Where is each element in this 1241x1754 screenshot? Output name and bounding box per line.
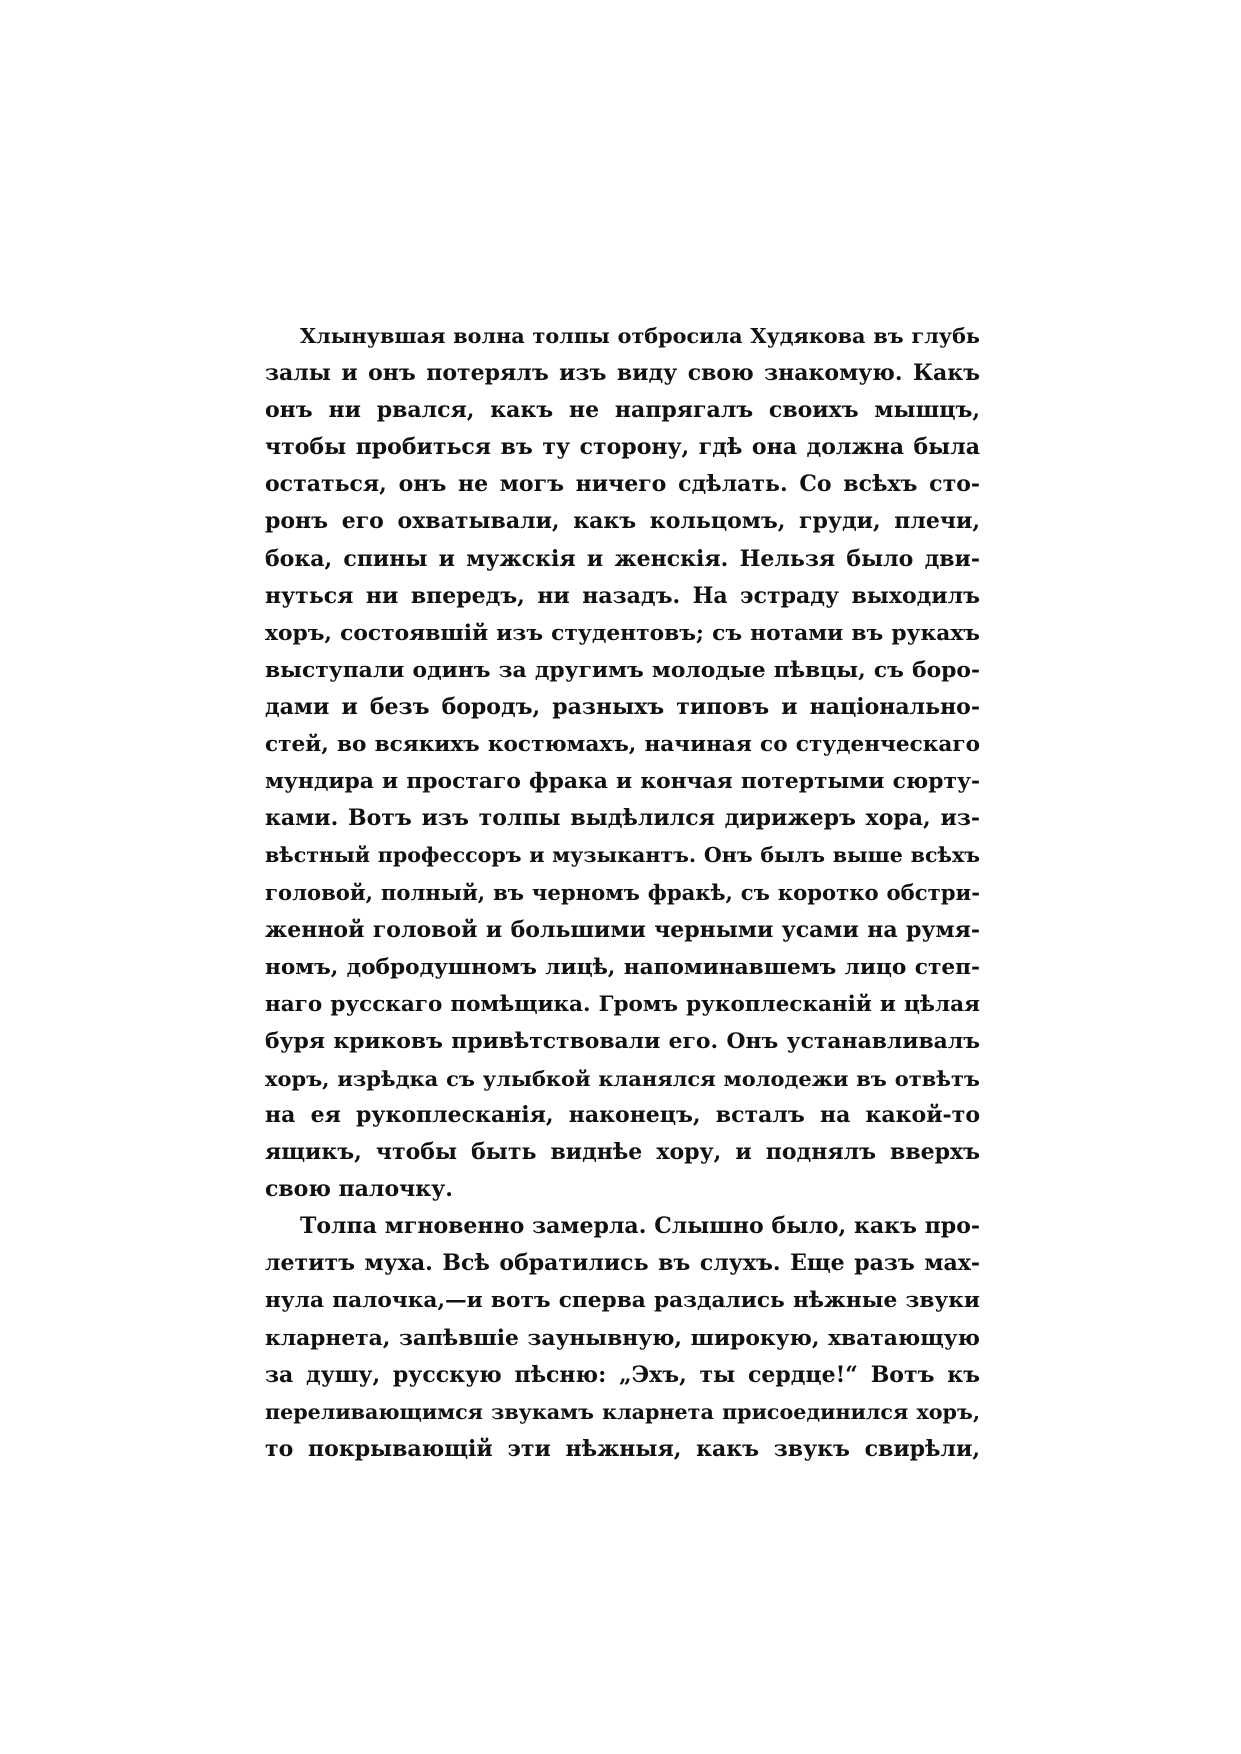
- text-line: за душу, русскую пѣсню: „Эхъ, ты сердце!“ Вотъ къ: [265, 1361, 980, 1388]
- text-line: нуться ни впередъ, ни назадъ. На эстраду выходилъ: [265, 582, 980, 609]
- text-line: Толпа мгновенно замерла. Слышно было, какъ про-: [300, 1213, 980, 1240]
- text-line: бока, спины и мужскія и женскія. Нельзя было дви-: [265, 545, 980, 572]
- text-line: выступали одинъ за другимъ молодые пѣвцы, съ боро-: [265, 657, 980, 683]
- text-line: мундира и простаго фрака и кончая потертыми сюрту-: [265, 769, 980, 795]
- page-text: [265, 318, 980, 1468]
- text-line: летитъ муха. Всѣ обратились въ слухъ. Еще разъ мах-: [265, 1250, 980, 1277]
- text-line: ками. Вотъ изъ толпы выдѣлился дирижеръ хора, из-: [265, 805, 980, 832]
- text-line: вѣстный профессоръ и музыкантъ. Онъ былъ выше всѣхъ: [265, 843, 980, 868]
- text-line: дами и безъ бородъ, разныхъ типовъ и національно-: [265, 693, 980, 720]
- text-line: онъ ни рвался, какъ не напрягалъ своихъ мышцъ,: [265, 397, 980, 424]
- text-line: женной головой и большими черными усами на румя-: [265, 916, 980, 943]
- text-line: нула палочка,—и вотъ сперва раздались нѣжные звуки: [265, 1288, 980, 1314]
- text-line: остаться, онъ не могъ ничего сдѣлать. Со всѣхъ сто-: [265, 471, 980, 498]
- text-line: буря криковъ привѣтствовали его. Онъ устанавливалъ: [265, 1027, 980, 1054]
- text-line: ящикъ, чтобы быть виднѣе хору, и поднялъ вверхъ: [265, 1139, 980, 1166]
- text-line: стей, во всякихъ костюмахъ, начиная со студенческаго: [265, 732, 980, 758]
- text-line: чтобы пробиться въ ту сторону, гдѣ она должна была: [265, 434, 980, 461]
- text-line: то покрывающій эти нѣжныя, какъ звукъ свирѣли,: [265, 1435, 980, 1462]
- text-line: кларнета, запѣвшіе заунывную, широкую, хватающую: [265, 1325, 980, 1351]
- paragraph-2: [265, 1208, 980, 1468]
- text-line: свою палочку.: [265, 1176, 453, 1203]
- text-line: головой, полный, въ черномъ фракѣ, съ коротко обстри-: [265, 880, 980, 906]
- text-line: номъ, добродушномъ лицѣ, напоминавшемъ лицо степ-: [265, 954, 980, 980]
- paragraph-1: [265, 318, 980, 1208]
- text-line: наго русскаго помѣщика. Громъ рукоплесканій и цѣлая: [265, 991, 980, 1017]
- text-line: Хлынувшая волна толпы отбросила Худякова въ глубь: [300, 324, 980, 348]
- text-line: переливающимся звукамъ кларнета присоединился хоръ,: [265, 1399, 980, 1424]
- text-line: хоръ, состоявшій изъ студентовъ; съ нотами въ рукахъ: [265, 620, 980, 646]
- text-line: ронъ его охватывали, какъ кольцомъ, груди, плечи,: [265, 508, 980, 535]
- text-line: залы и онъ потерялъ изъ виду свою знакомую. Какъ: [265, 360, 980, 387]
- text-line: на ея рукоплесканія, наконецъ, всталъ на какой-то: [265, 1101, 980, 1128]
- text-line: хоръ, изрѣдка съ улыбкой кланялся молодежи въ отвѣтъ: [265, 1065, 980, 1091]
